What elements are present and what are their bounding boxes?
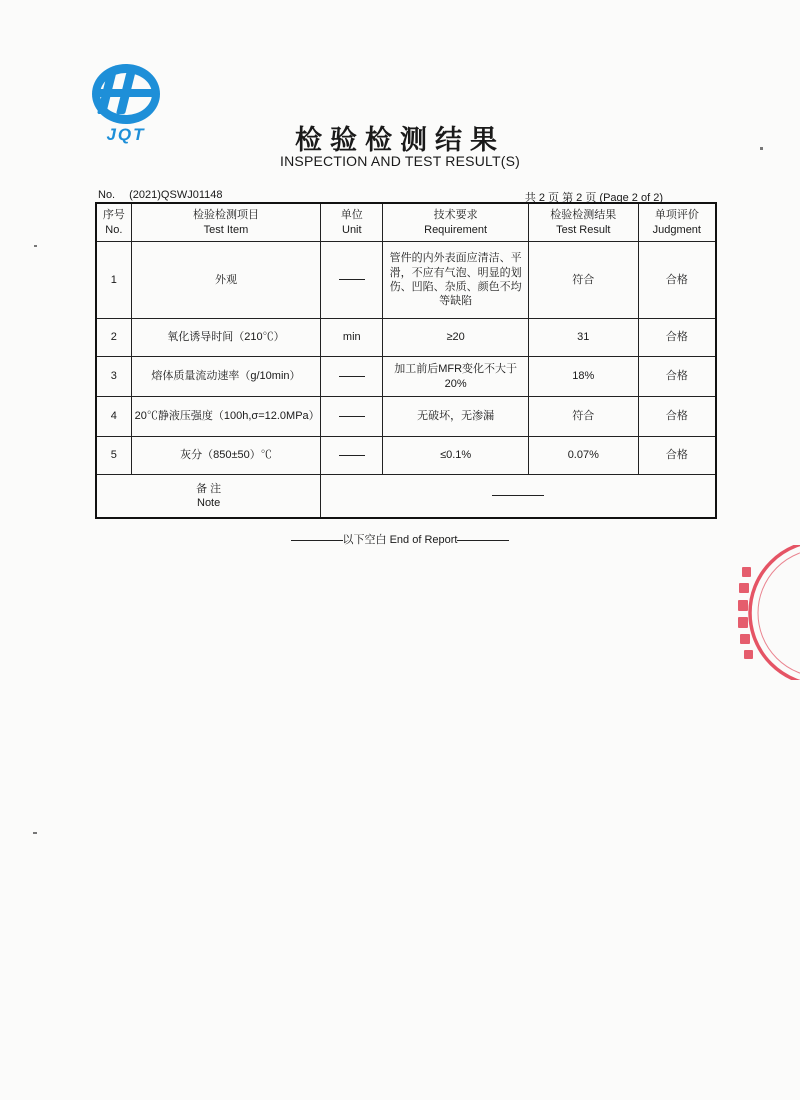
header-requirement: 技术要求 Requirement — [383, 204, 529, 242]
note-content — [321, 475, 716, 518]
row-test-item: 氧化诱导时间（210℃） — [131, 319, 321, 357]
header-unit: 单位 Unit — [321, 204, 383, 242]
note-label: 备 注 Note — [97, 475, 321, 518]
row-judgment: 合格 — [638, 357, 715, 397]
row-test-result: 31 — [528, 319, 638, 357]
end-bar-right — [457, 540, 509, 541]
page-title-cn: 检验检测结果 — [295, 125, 505, 156]
table-row — [97, 319, 716, 357]
table-row — [97, 242, 716, 319]
row-unit — [321, 242, 383, 319]
row-test-result: 18% — [528, 357, 638, 397]
end-bar-left — [291, 540, 343, 541]
row-requirement: 管件的内外表面应清洁、平滑，不应有气泡、明显的划伤、凹陷、杂质、颜色不均等缺陷 — [383, 242, 529, 319]
note-row — [97, 475, 716, 518]
row-test-item: 熔体质量流动速率（g/10min） — [131, 357, 321, 397]
table-header-row — [97, 204, 716, 242]
page-title-en: INSPECTION AND TEST RESULT(S) — [280, 153, 520, 169]
page-info: 共 2 页 第 2 页 (Page 2 of 2) — [524, 192, 663, 204]
dash-mark — [339, 455, 365, 456]
row-judgment: 合格 — [638, 319, 715, 357]
report-no-label: No. — [98, 189, 116, 201]
report-no-value: (2021)QSWJ01148 — [129, 189, 223, 201]
dash-mark — [339, 416, 365, 417]
official-seal-stamp — [730, 545, 800, 680]
table-row — [97, 397, 716, 437]
row-test-item: 20℃静液压强度（100h,σ=12.0MPa） — [131, 397, 321, 437]
row-no: 5 — [97, 437, 132, 475]
row-unit — [321, 357, 383, 397]
row-judgment: 合格 — [638, 242, 715, 319]
row-unit — [321, 397, 383, 437]
header-no: 序号 No. — [97, 204, 132, 242]
row-no: 3 — [97, 357, 132, 397]
scan-speck — [33, 832, 37, 834]
row-requirement: 加工前后MFR变化不大于20% — [383, 357, 529, 397]
row-no: 4 — [97, 397, 132, 437]
results-table — [96, 203, 716, 518]
report-number — [98, 189, 222, 201]
scan-speck — [760, 147, 763, 150]
row-test-item: 灰分（850±50）℃ — [131, 437, 321, 475]
row-test-result: 0.07% — [528, 437, 638, 475]
row-test-item: 外观 — [131, 242, 321, 319]
header-test-result: 检验检测结果 Test Result — [528, 204, 638, 242]
row-judgment: 合格 — [638, 437, 715, 475]
row-judgment: 合格 — [638, 397, 715, 437]
row-requirement: ≥20 — [383, 319, 529, 357]
row-unit — [321, 437, 383, 475]
table-row — [97, 437, 716, 475]
end-text: 以下空白 End of Report — [342, 534, 458, 546]
row-requirement: ≤0.1% — [383, 437, 529, 475]
row-test-result: 符合 — [528, 242, 638, 319]
row-no: 1 — [97, 242, 132, 319]
row-test-result: 符合 — [528, 397, 638, 437]
dash-mark — [339, 376, 365, 377]
header-judgment: 单项评价 Judgment — [638, 204, 715, 242]
header-test-item: 检验检测项目 Test Item — [131, 204, 321, 242]
table-row — [97, 357, 716, 397]
scan-speck — [34, 245, 37, 247]
row-unit: min — [321, 319, 383, 357]
note-dash — [492, 495, 544, 496]
logo-text: JQT — [106, 125, 146, 144]
dash-mark — [339, 279, 365, 280]
row-no: 2 — [97, 319, 132, 357]
end-of-report — [0, 531, 800, 547]
row-requirement: 无破坏，无渗漏 — [383, 397, 529, 437]
